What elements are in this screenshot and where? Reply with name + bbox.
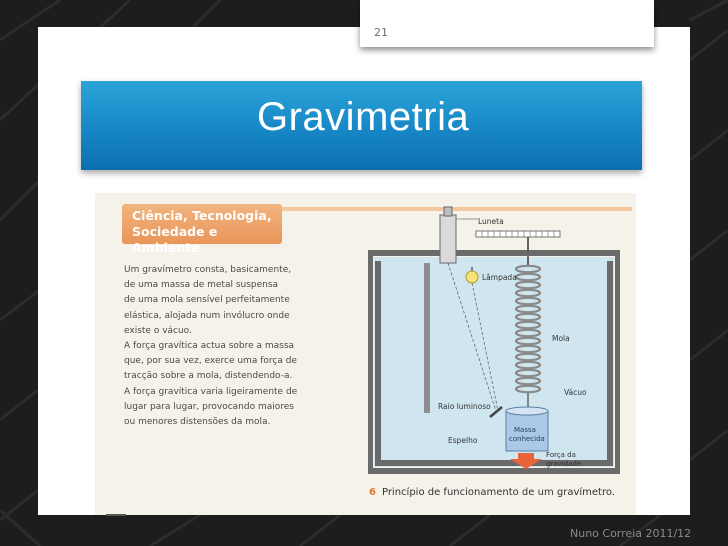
gravimeter-diagram	[368, 205, 620, 478]
label-mola: Mola	[552, 334, 570, 343]
sidebar-heading-line1: Ciência, Tecnologia,	[132, 208, 272, 223]
body-line: A força gravítica actua sobre a massa	[124, 341, 295, 352]
slide-number: 21	[374, 26, 388, 39]
body-line: existe o vácuo.	[124, 325, 192, 336]
caption-text: Princípio de funcionamento de um gravímetro.	[381, 487, 615, 498]
caption-number: 6	[369, 487, 376, 498]
sidebar-heading	[122, 204, 282, 255]
label-luneta: Luneta	[478, 217, 504, 226]
vacuum-chamber	[374, 257, 614, 467]
label-raio-luminoso: Raio luminoso	[438, 402, 491, 411]
sidebar-heading-line2: Sociedade e Ambiente	[132, 224, 218, 255]
body-line: A força gravítica varia ligeiramente de	[124, 386, 298, 397]
label-massa-2: conhecida	[509, 435, 545, 443]
sidebar-body-text	[124, 263, 298, 430]
body-line: Um gravímetro consta, basicamente,	[124, 265, 292, 275]
label-massa-1: Massa	[514, 426, 536, 434]
body-line: ou menores distensões da mola.	[124, 417, 271, 428]
lamp-icon	[466, 271, 478, 283]
body-line: que, por sua vez, exerce uma força de	[124, 356, 297, 367]
slide-number-tab	[360, 0, 654, 47]
label-lampada: Lâmpada	[482, 273, 517, 282]
slide-title: Gravimetria	[257, 95, 470, 139]
label-espelho: Espelho	[448, 436, 478, 445]
label-forca-2: gravidade	[546, 460, 582, 468]
figure-caption	[369, 487, 615, 498]
title-band	[81, 81, 642, 170]
telescope	[440, 215, 456, 263]
slide-footer: Nuno Correia 2011/12	[570, 527, 692, 540]
body-line: elástica, alojada num invólucro onde	[124, 310, 290, 321]
body-line: tracção sobre a mola, distendendo-a.	[124, 371, 293, 382]
body-line: de uma massa de metal suspensa	[124, 280, 279, 291]
body-line: de uma mola sensível perfeitamente	[124, 295, 290, 306]
label-forca-1: Força da	[546, 451, 576, 459]
page-dash	[106, 514, 126, 516]
body-line: lugar para lugar, provocando maiores	[124, 401, 294, 412]
support-rod	[424, 263, 430, 413]
label-vacuo: Vácuo	[564, 388, 587, 397]
